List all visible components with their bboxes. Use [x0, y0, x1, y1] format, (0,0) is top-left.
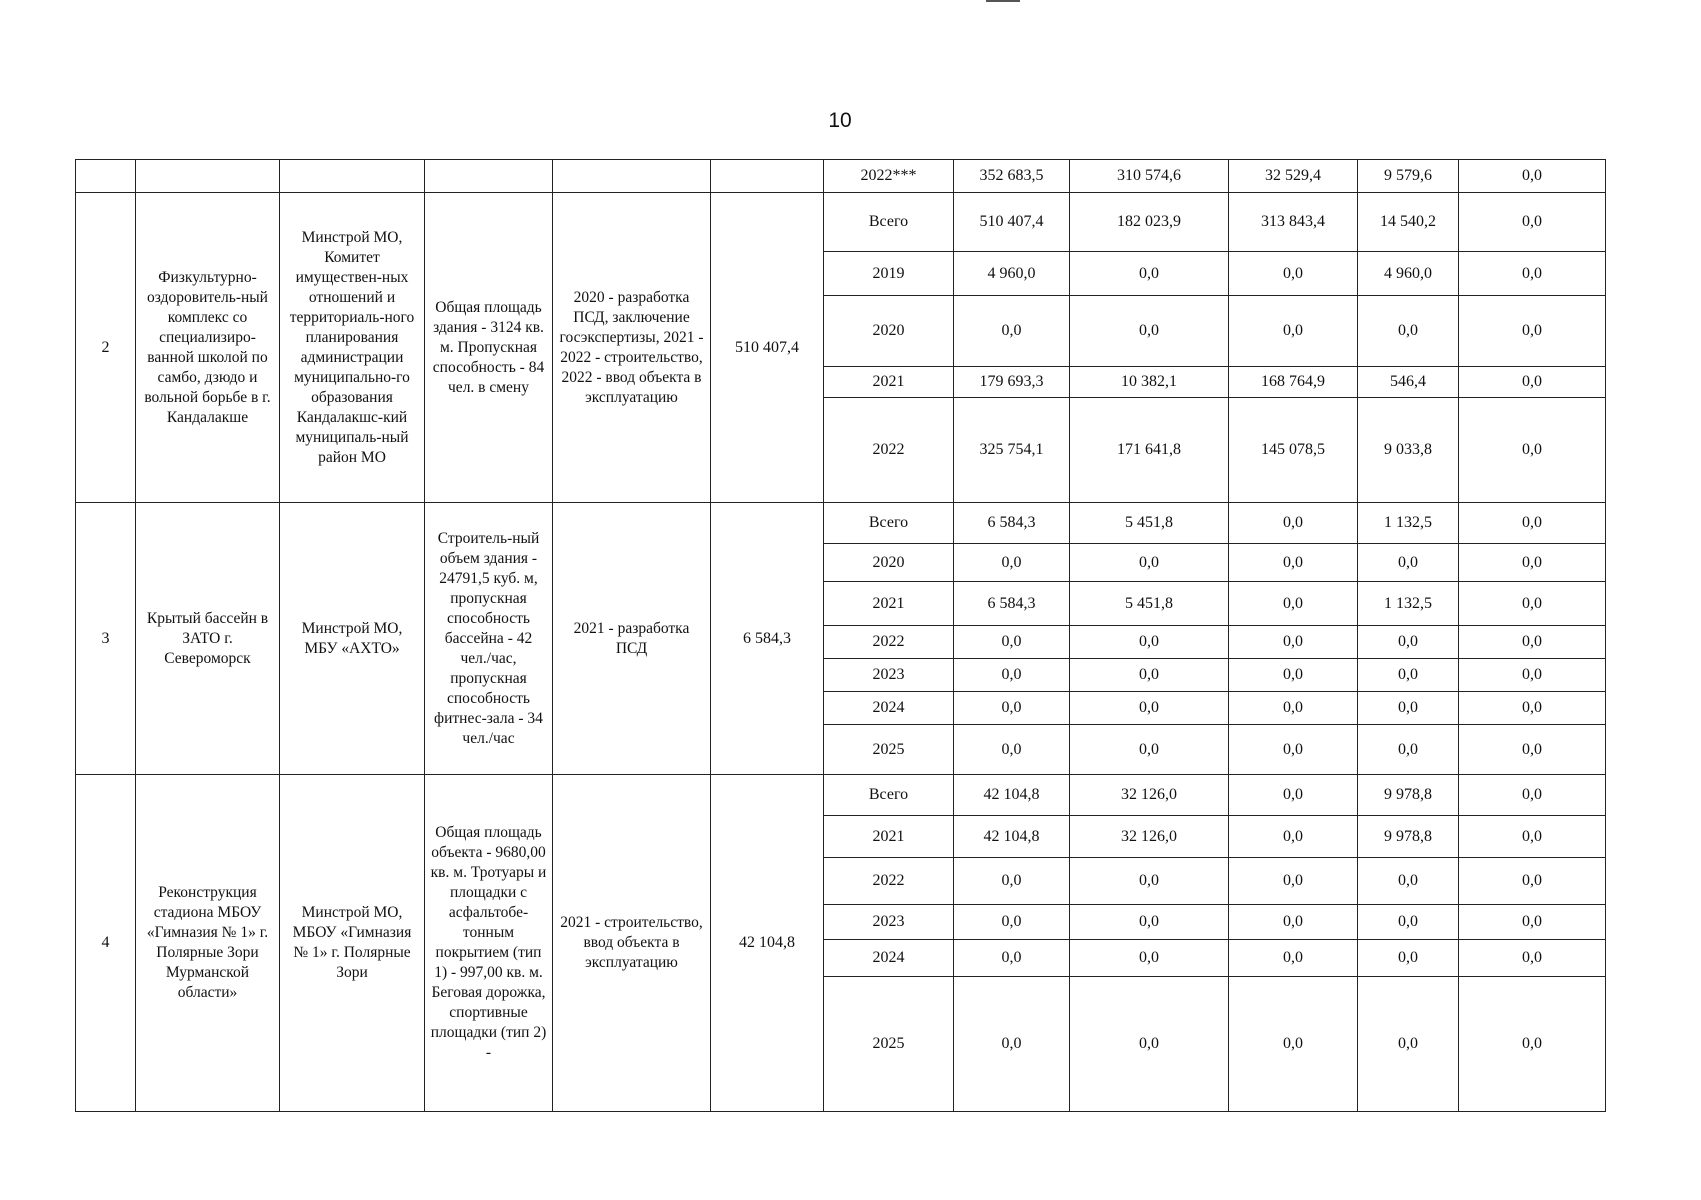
project-stages: 2021 - строительство, ввод объекта в эксплуатацию	[553, 775, 711, 1112]
federal-budget-cell: 182 023,9	[1070, 193, 1229, 252]
federal-budget-cell: 0,0	[1070, 725, 1229, 775]
regional-budget-cell: 0,0	[1229, 252, 1358, 296]
local-budget-cell: 0,0	[1358, 659, 1459, 692]
federal-budget-cell: 0,0	[1070, 544, 1229, 582]
local-budget-cell: 4 960,0	[1358, 252, 1459, 296]
year-cell: 2023	[824, 905, 954, 940]
total-cell: 0,0	[954, 977, 1070, 1112]
project-name: Крытый бассейн в ЗАТО г. Североморск	[136, 503, 280, 775]
federal-budget-cell: 0,0	[1070, 626, 1229, 659]
federal-budget-cell: 0,0	[1070, 659, 1229, 692]
local-budget-cell: 14 540,2	[1358, 193, 1459, 252]
year-cell: Всего	[824, 503, 954, 544]
total-cell: 0,0	[954, 626, 1070, 659]
year-cell: 2021	[824, 582, 954, 626]
total-cell: 179 693,3	[954, 367, 1070, 398]
federal-budget-cell: 0,0	[1070, 252, 1229, 296]
local-budget-cell: 0,0	[1358, 977, 1459, 1112]
total-cell: 42 104,8	[954, 816, 1070, 858]
regional-budget-cell: 0,0	[1229, 296, 1358, 367]
local-budget-cell: 0,0	[1358, 940, 1459, 977]
year-cell: 2024	[824, 940, 954, 977]
total-cell: 6 584,3	[954, 503, 1070, 544]
total-cell: 42 104,8	[954, 775, 1070, 816]
empty-cell	[76, 160, 136, 193]
other-sources-cell: 0,0	[1459, 692, 1606, 725]
project-capacity: Строитель-ный объем здания - 24791,5 куб. м, пропускная способность бассейна - 42 чел./час, пропускная способность фитнес-зала - 34 чел./час	[425, 503, 553, 775]
other-sources-cell: 0,0	[1459, 977, 1606, 1112]
project-number: 3	[76, 503, 136, 775]
other-sources-cell: 0,0	[1459, 816, 1606, 858]
federal-budget-cell: 32 126,0	[1070, 775, 1229, 816]
regional-budget-cell: 0,0	[1229, 544, 1358, 582]
total-cell: 0,0	[954, 940, 1070, 977]
other-sources-cell: 0,0	[1459, 725, 1606, 775]
table-row	[76, 775, 1606, 816]
other-sources-cell: 0,0	[1459, 858, 1606, 905]
other-sources-cell: 0,0	[1459, 582, 1606, 626]
year-cell: 2021	[824, 816, 954, 858]
regional-budget-cell: 0,0	[1229, 775, 1358, 816]
local-budget-cell: 0,0	[1358, 296, 1459, 367]
local-budget-cell: 9 978,8	[1358, 816, 1459, 858]
project-stages: 2021 - разработка ПСД	[553, 503, 711, 775]
total-cell: 0,0	[954, 905, 1070, 940]
federal-budget-cell: 0,0	[1070, 692, 1229, 725]
year-cell: 2022	[824, 626, 954, 659]
project-number: 4	[76, 775, 136, 1112]
empty-cell	[711, 160, 824, 193]
local-budget-cell: 0,0	[1358, 544, 1459, 582]
total-cell: 325 754,1	[954, 398, 1070, 503]
empty-cell	[425, 160, 553, 193]
project-number: 2	[76, 193, 136, 503]
year-cell: 2022***	[824, 160, 954, 193]
total-cell: 0,0	[954, 692, 1070, 725]
regional-budget-cell: 0,0	[1229, 725, 1358, 775]
regional-budget-cell: 0,0	[1229, 858, 1358, 905]
other-sources-cell: 0,0	[1459, 905, 1606, 940]
other-sources-cell: 0,0	[1459, 252, 1606, 296]
year-cell: 2022	[824, 858, 954, 905]
total-cell: 4 960,0	[954, 252, 1070, 296]
empty-cell	[136, 160, 280, 193]
other-sources-cell: 0,0	[1459, 659, 1606, 692]
project-name: Физкультурно-оздоровитель-ный комплекс со специализиро-ванной школой по самбо, дзюдо и вольной борьбе в г. Кандалакше	[136, 193, 280, 503]
regional-budget-cell: 0,0	[1229, 692, 1358, 725]
local-budget-cell: 0,0	[1358, 858, 1459, 905]
year-cell: 2023	[824, 659, 954, 692]
other-sources-cell: 0,0	[1459, 296, 1606, 367]
other-sources-cell: 0,0	[1459, 544, 1606, 582]
regional-budget-cell: 0,0	[1229, 503, 1358, 544]
year-cell: 2021	[824, 367, 954, 398]
project-name: Реконструкция стадиона МБОУ «Гимназия № 1» г. Полярные Зори Мурманской области»	[136, 775, 280, 1112]
local-budget-cell: 1 132,5	[1358, 503, 1459, 544]
local-budget-cell: 1 132,5	[1358, 582, 1459, 626]
year-cell: 2019	[824, 252, 954, 296]
other-sources-cell: 0,0	[1459, 367, 1606, 398]
total-cell: 0,0	[954, 725, 1070, 775]
year-cell: 2025	[824, 725, 954, 775]
year-cell: 2025	[824, 977, 954, 1112]
other-sources-cell: 0,0	[1459, 503, 1606, 544]
project-stages: 2020 - разработка ПСД, заключение госэкспертизы, 2021 - 2022 - строительство, 2022 - ввод объекта в эксплуатацию	[553, 193, 711, 503]
total-cell: 6 584,3	[954, 582, 1070, 626]
total-cell: 510 407,4	[954, 193, 1070, 252]
project-capacity: Общая площадь объекта - 9680,00 кв. м. Тротуары и площадки с асфальтобе-тонным покрытием (тип 1) - 997,00 кв. м. Беговая дорожка, спортивные площадки (тип 2) -	[425, 775, 553, 1112]
project-cost: 6 584,3	[711, 503, 824, 775]
regional-budget-cell: 145 078,5	[1229, 398, 1358, 503]
federal-budget-cell: 0,0	[1070, 858, 1229, 905]
page-number: 10	[828, 109, 852, 132]
other-sources-cell: 0,0	[1459, 193, 1606, 252]
federal-budget-cell: 0,0	[1070, 905, 1229, 940]
other-sources-cell: 0,0	[1459, 775, 1606, 816]
empty-cell	[280, 160, 425, 193]
regional-budget-cell: 0,0	[1229, 816, 1358, 858]
continuation-row	[76, 160, 1606, 193]
total-cell: 0,0	[954, 544, 1070, 582]
federal-budget-cell: 10 382,1	[1070, 367, 1229, 398]
year-cell: 2022	[824, 398, 954, 503]
regional-budget-cell: 0,0	[1229, 977, 1358, 1112]
federal-budget-cell: 171 641,8	[1070, 398, 1229, 503]
total-cell: 0,0	[954, 659, 1070, 692]
federal-budget-cell: 0,0	[1070, 296, 1229, 367]
local-budget-cell: 0,0	[1358, 692, 1459, 725]
local-budget-cell: 0,0	[1358, 725, 1459, 775]
year-cell: 2020	[824, 296, 954, 367]
year-cell: 2020	[824, 544, 954, 582]
federal-budget-cell: 32 126,0	[1070, 816, 1229, 858]
other-sources-cell: 0,0	[1459, 160, 1606, 193]
local-budget-cell: 546,4	[1358, 367, 1459, 398]
regional-budget-cell: 32 529,4	[1229, 160, 1358, 193]
local-budget-cell: 9 033,8	[1358, 398, 1459, 503]
other-sources-cell: 0,0	[1459, 626, 1606, 659]
regional-budget-cell: 313 843,4	[1229, 193, 1358, 252]
total-cell: 352 683,5	[954, 160, 1070, 193]
regional-budget-cell: 0,0	[1229, 905, 1358, 940]
federal-budget-cell: 0,0	[1070, 977, 1229, 1112]
other-sources-cell: 0,0	[1459, 398, 1606, 503]
top-edge-mark	[986, 0, 1020, 2]
local-budget-cell: 9 978,8	[1358, 775, 1459, 816]
federal-budget-cell: 5 451,8	[1070, 582, 1229, 626]
year-cell: Всего	[824, 775, 954, 816]
project-cost: 510 407,4	[711, 193, 824, 503]
table-row	[76, 503, 1606, 544]
total-cell: 0,0	[954, 296, 1070, 367]
federal-budget-cell: 5 451,8	[1070, 503, 1229, 544]
empty-cell	[553, 160, 711, 193]
local-budget-cell: 0,0	[1358, 626, 1459, 659]
regional-budget-cell: 0,0	[1229, 940, 1358, 977]
project-executor: Минстрой МО, МБУ «АХТО»	[280, 503, 425, 775]
project-cost: 42 104,8	[711, 775, 824, 1112]
financing-table	[75, 159, 1606, 1112]
local-budget-cell: 0,0	[1358, 905, 1459, 940]
regional-budget-cell: 0,0	[1229, 582, 1358, 626]
year-cell: 2024	[824, 692, 954, 725]
other-sources-cell: 0,0	[1459, 940, 1606, 977]
project-executor: Минстрой МО, Комитет имуществен-ных отношений и территориаль-ного планирования администрации муниципально-го образования Кандалакшс-кий муниципаль-ный район МО	[280, 193, 425, 503]
regional-budget-cell: 168 764,9	[1229, 367, 1358, 398]
table-row	[76, 193, 1606, 252]
year-cell: Всего	[824, 193, 954, 252]
regional-budget-cell: 0,0	[1229, 626, 1358, 659]
project-executor: Минстрой МО, МБОУ «Гимназия № 1» г. Полярные Зори	[280, 775, 425, 1112]
federal-budget-cell: 0,0	[1070, 940, 1229, 977]
local-budget-cell: 9 579,6	[1358, 160, 1459, 193]
regional-budget-cell: 0,0	[1229, 659, 1358, 692]
project-capacity: Общая площадь здания - 3124 кв. м. Пропускная способность - 84 чел. в смену	[425, 193, 553, 503]
federal-budget-cell: 310 574,6	[1070, 160, 1229, 193]
total-cell: 0,0	[954, 858, 1070, 905]
